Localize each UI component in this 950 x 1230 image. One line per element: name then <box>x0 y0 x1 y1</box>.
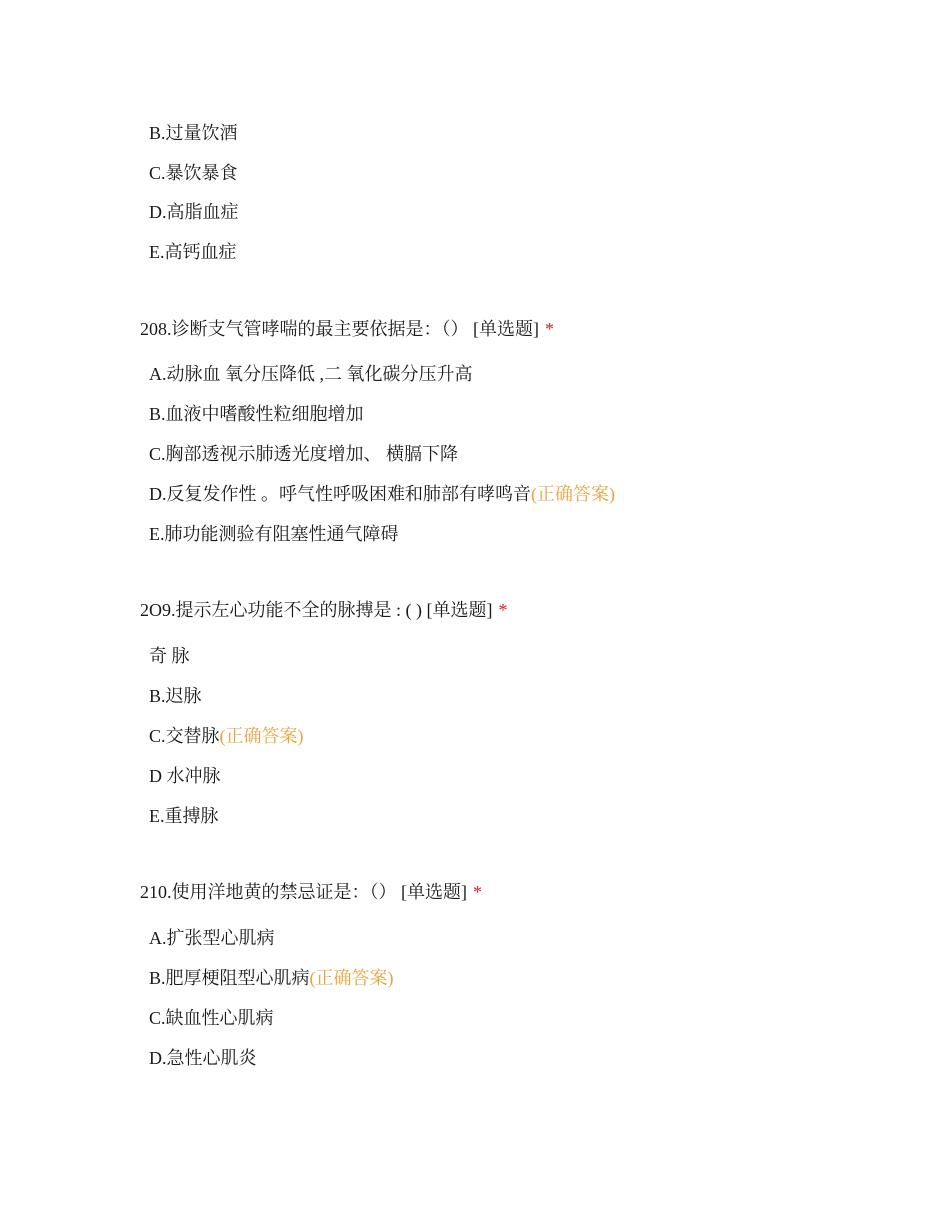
option-item <box>149 966 394 990</box>
option-text: C.暴饮暴食 <box>149 163 238 183</box>
question-text: 210.使用洋地黄的禁忌证是：（） [单选题] <box>140 882 467 902</box>
option-text: B.血液中嗜酸性粒细胞增加 <box>149 404 364 424</box>
option-text: C.缺血性心肌病 <box>149 1008 274 1028</box>
option-item <box>149 240 237 264</box>
correct-answer-tag: (正确答案) <box>219 726 304 746</box>
option-item <box>149 926 275 950</box>
option-item <box>149 804 219 828</box>
option-text: B.迟脉 <box>149 686 202 706</box>
required-marker: * <box>473 882 482 902</box>
question-title <box>140 598 507 622</box>
option-item <box>149 764 221 788</box>
option-text: A.扩张型心肌病 <box>149 928 275 948</box>
option-text: D 水冲脉 <box>149 766 221 786</box>
question-text: 2O9.提示左心功能不全的脉搏是 : ( ) [单选题] <box>140 600 493 620</box>
option-item <box>149 1006 274 1030</box>
question-title <box>140 317 554 341</box>
option-text: B.肥厚梗阻型心肌病 <box>149 968 310 988</box>
option-text: B.过量饮酒 <box>149 123 238 143</box>
option-item <box>149 402 364 426</box>
option-item <box>149 644 190 668</box>
option-text: A.动脉血 氧分压降低 ,二 氧化碳分压升高 <box>149 364 473 384</box>
option-text: D.急性心肌炎 <box>149 1048 257 1068</box>
question-text: 208.诊断支气管哮喘的最主要依据是：（） [单选题] <box>140 319 539 339</box>
option-text: C.交替脉 <box>149 726 220 746</box>
question-title <box>140 880 482 904</box>
required-marker: * <box>498 600 508 620</box>
option-text: E.重搏脉 <box>149 806 219 826</box>
option-text: E.肺功能测验有阻塞性通气障碍 <box>149 524 399 544</box>
option-text: E.高钙血症 <box>149 242 237 262</box>
option-item <box>149 522 399 546</box>
correct-answer-tag: (正确答案) <box>309 968 394 988</box>
option-item <box>149 362 473 386</box>
option-item <box>149 161 238 185</box>
option-item <box>149 482 615 506</box>
option-item <box>149 200 239 224</box>
option-item <box>149 121 238 145</box>
required-marker: * <box>545 319 554 339</box>
option-text: 奇 脉 <box>149 646 190 666</box>
option-text: C.胸部透视示肺透光度增加、 横膈下降 <box>149 444 459 464</box>
option-text: D.高脂血症 <box>149 202 239 222</box>
correct-answer-tag: (正确答案) <box>531 484 615 504</box>
option-item <box>149 724 304 748</box>
option-text: D.反复发作性 。呼气性呼吸困难和肺部有哮鸣音 <box>149 484 531 504</box>
option-item <box>149 442 458 466</box>
option-item <box>149 1046 257 1070</box>
option-item <box>149 684 202 708</box>
